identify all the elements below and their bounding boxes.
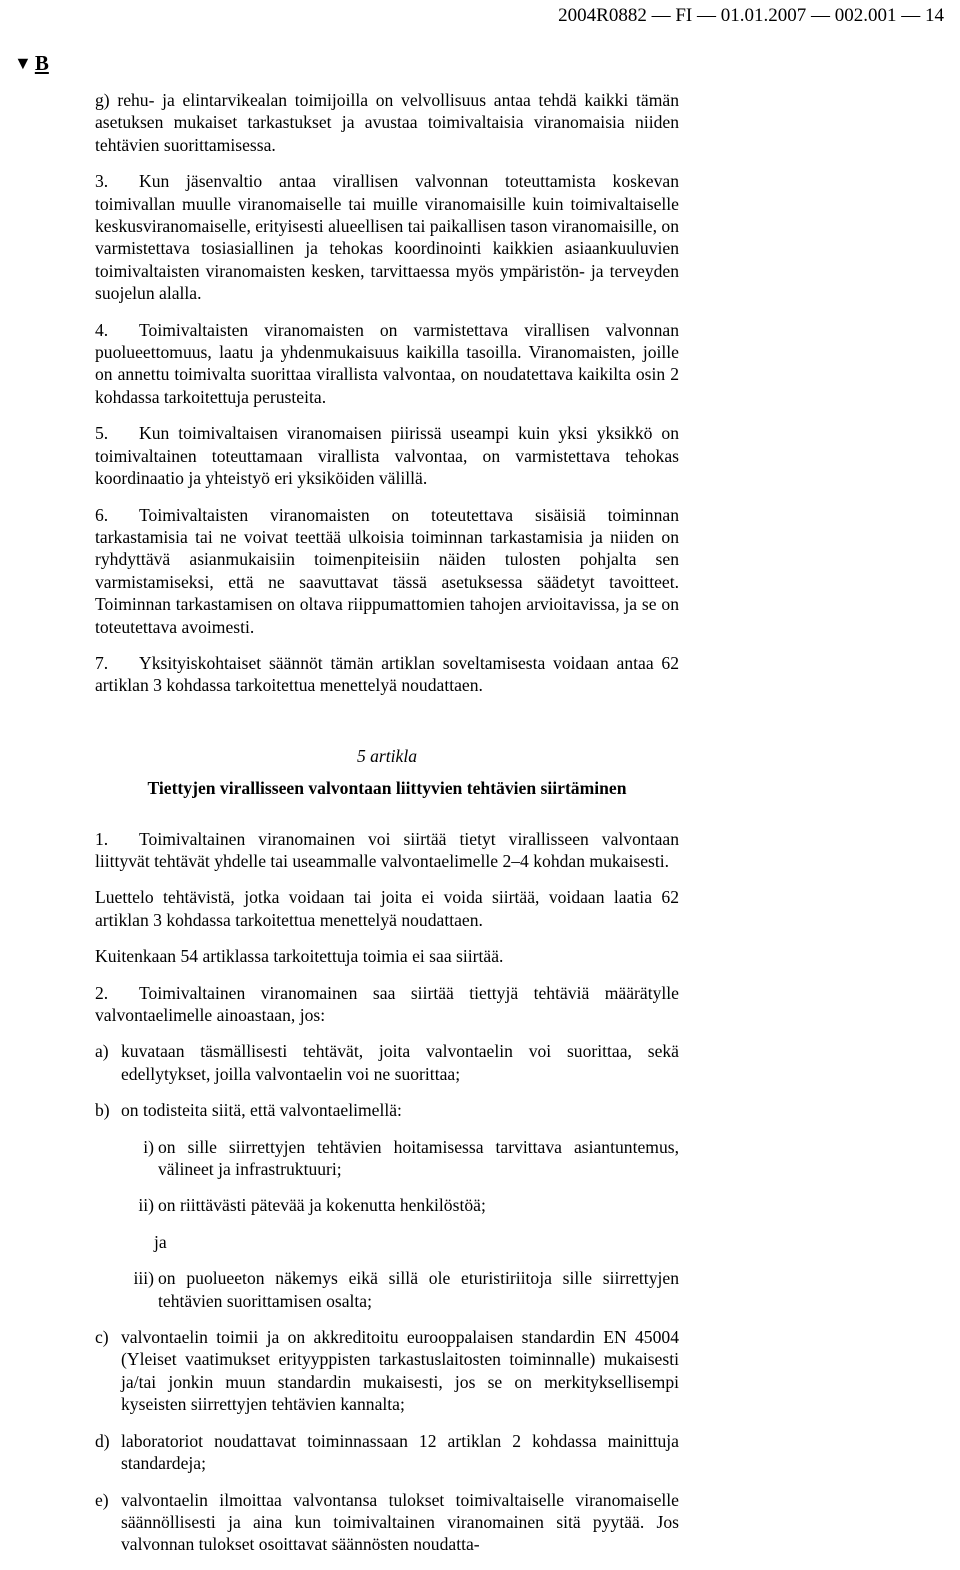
item-text: valvontaelin toimii ja on akkreditoitu eurooppalaisen standardin EN 45004 (Yleiset vaatimukset erityyppisten tarkastuslaitosten toiminnalle) mukaisesti ja/tai jonkin muun standardin mukaisesti, jos se on merkityksellisempi kyseisten siirrettyjen tehtävien kannalta; [121, 1327, 679, 1415]
article-paragraph-1-exception: Kuitenkaan 54 artiklassa tarkoitettuja toimia ei saa siirtää. [95, 946, 504, 967]
amendment-marker [14, 52, 49, 74]
document-body [95, 89, 679, 1570]
article-paragraph-1: 1. Toimivaltainen viranomainen voi siirtää tietyt virallisseen valvontaan liittyvät tehtävät yhdelle tai useammalle valvontaelimelle 2–4 kohdan mukaisesti. [95, 828, 679, 871]
paragraph-number: 4. [95, 319, 109, 340]
paragraph-number: 7. [95, 652, 109, 673]
paragraph-number: 3. [95, 171, 109, 192]
sub-item-label: ii) [138, 1195, 154, 1216]
list-item-e [95, 1489, 679, 1556]
sub-item-i [95, 1136, 679, 1181]
article-title: Tiettyjen virallisseen valvontaan liittyvien tehtävien siirtäminen [147, 778, 627, 799]
list-item-b [95, 1099, 679, 1121]
sub-item-text: on riittävästi pätevää ja kokenutta henkilöstöä; [158, 1195, 486, 1216]
page-header: 2004R0882 — FI — 01.01.2007 — 002.001 — 14 [558, 5, 944, 26]
paragraph-number: 6. [95, 504, 109, 525]
sub-item-label: i) [143, 1136, 154, 1157]
sub-item-text: on sille siirrettyjen tehtävien hoitamisessa tarvittava asiantuntemus, välineet ja infrastruktuuri; [158, 1136, 679, 1180]
sub-item-label: iii) [133, 1268, 154, 1289]
list-item-d [95, 1430, 679, 1475]
item-label: c) [95, 1327, 109, 1348]
triangle-down-icon: ▼ [14, 53, 32, 73]
paragraph-3: 3. Kun jäsenvaltio antaa virallisen valvonnan toteuttamista koskevan toimivallan muulle viranomaiselle tai muille viranomaisille kuin toimivaltaiselle keskusviranomaiselle, erityisesti alueellisen tai paikallisen tason viranomaisille, on varmistettava tosiasiallinen ja tehokas koordinointi kaikkien asiaankuuluvien toimivaltaisten viranomaisten kesken, tarvittaessa myös ympäristön- ja terveyden suojelun alalla. [95, 171, 679, 304]
sub-item-ii [95, 1194, 679, 1216]
conjunction-ja: ja [154, 1231, 167, 1252]
item-text: on todisteita siitä, että valvontaelimellä: [121, 1100, 402, 1121]
sub-item-text: on puolueeton näkemys eikä sillä ole eturistiriitoja sille siirrettyjen tehtävien suorittamisen osalta; [158, 1268, 679, 1311]
article-paragraph-2: 2. Toimivaltainen viranomainen saa siirtää tiettyjä tehtäviä määrätylle valvontaelimelle ainoastaan, jos: [95, 982, 679, 1025]
list-item-a [95, 1040, 679, 1085]
paragraph-number: 1. [95, 828, 109, 849]
paragraph-4: 4. Toimivaltaisten viranomaisten on varmistettava virallisen valvonnan puolueettomuus, laatu ja yhdenmukaisuus kaikilla tasoilla. Viranomaisten, joille on annettu toimivalta suorittaa virallista valvontaa, on noudatettava kaikilta osin 2 kohdassa tarkoitettuja perusteita. [95, 319, 679, 407]
article-paragraph-1-list: Luettelo tehtävistä, jotka voidaan tai joita ei voida siirtää, voidaan laatia 62 artiklan 3 kohdassa tarkoitettua menettelyä noudattaen. [95, 887, 679, 930]
item-text: kuvataan täsmällisesti tehtävät, joita valvontaelin voi suorittaa, sekä edellytykset, joilla valvontaelin voi ne suorittaa; [121, 1041, 679, 1084]
item-label: b) [95, 1100, 110, 1121]
list-item-c [95, 1326, 679, 1416]
paragraph-5: 5. Kun toimivaltaisen viranomaisen piirissä useampi kuin yksi yksikkö on toimivaltainen toteuttamaan virallista valvontaa, on varmistettava tehokas koordinaatio ja yhteistyö eri yksiköiden välillä. [95, 423, 679, 489]
article-number: 5 artikla [356, 745, 418, 766]
paragraph-6: 6. Toimivaltaisten viranomaisten on toteutettava sisäisiä toiminnan tarkastamisia tai ne voivat teettää ulkoisia toiminnan tarkastamisia ja niiden on ryhdyttävä asianmukaisiin toimenpiteisiin näiden tulosten pohjalta sen varmistamiseksi, että ne saavuttavat tässä asetuksessa säädetyt tavoitteet. Toiminnan tarkastamisen on oltava riippumattomien tahojen arvioitavissa, ja se on toteutettava avoimesti. [95, 504, 679, 637]
marker-letter: B [34, 51, 49, 75]
paragraph-number: 5. [95, 423, 109, 444]
item-label: a) [95, 1041, 109, 1062]
sub-item-iii [95, 1267, 679, 1312]
item-label: e) [95, 1489, 109, 1510]
item-label: d) [95, 1430, 110, 1451]
item-text: laboratoriot noudattavat toiminnassaan 12 artiklan 2 kohdassa mainittuja standardeja; [121, 1430, 679, 1474]
paragraph-g: g) rehu- ja elintarvikealan toimijoilla on velvollisuus antaa tehdä kaikki tämän asetuksen mukaiset tarkastukset ja avustaa toimivaltaisia viranomaisia niiden tehtävien suorittamisessa. [95, 90, 679, 155]
paragraph-7: 7. Yksityiskohtaiset säännöt tämän artiklan soveltamisesta voidaan antaa 62 artiklan 3 kohdassa tarkoitettua menettelyä noudattaen. [95, 652, 679, 696]
paragraph-number: 2. [95, 982, 109, 1003]
item-text: valvontaelin ilmoittaa valvontansa tulokset toimivaltaiselle viranomaiselle säännöllisesti ja aina kun toimivaltainen viranomainen sitä pyytää. Jos valvonnan tulokset osoittavat säännösten noudatta- [121, 1489, 679, 1555]
